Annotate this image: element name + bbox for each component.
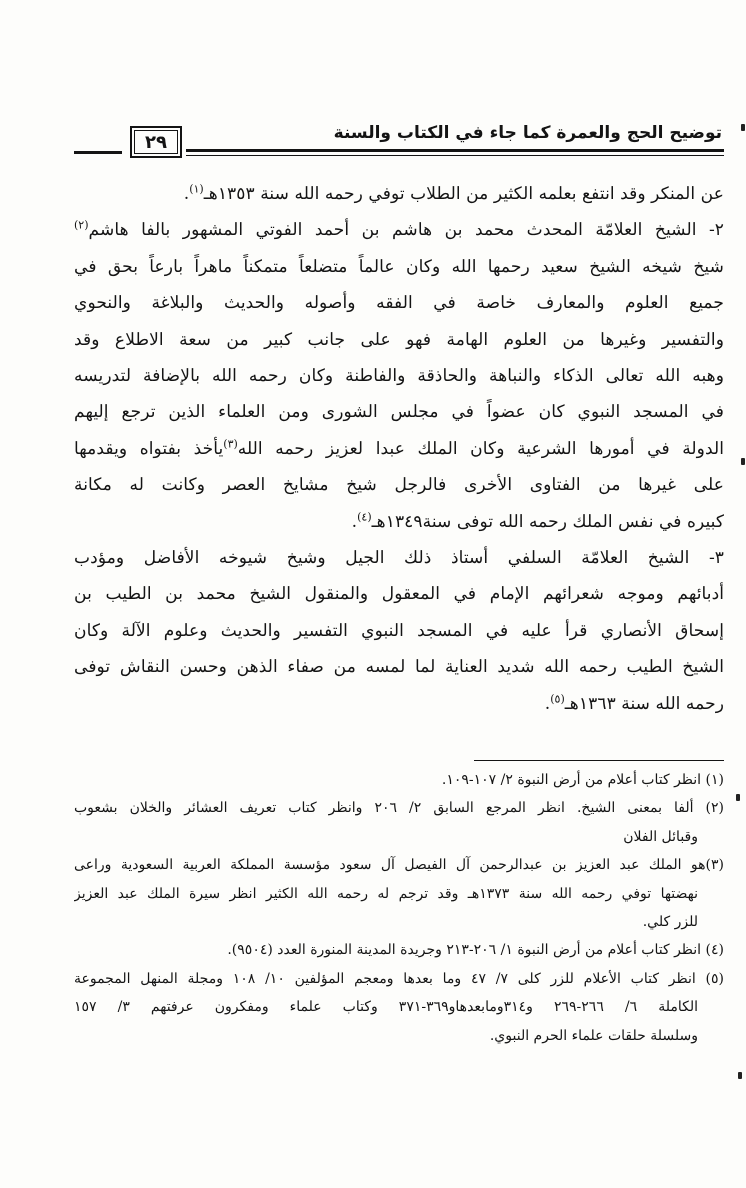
body-line-text: شيخ شيخه الشيخ سعيد رحمها الله وكان عالماً متضلعاً متمكناً ماهراً بارعاً بحق في xyxy=(74,256,724,277)
body-line-text: رحمه الله سنة ١٣٦٣هـ xyxy=(564,693,724,714)
footnote-line: للزر كلي. xyxy=(642,914,698,931)
page-number: ٢٩ xyxy=(145,131,167,153)
body-line-text: كبيره في نفس الملك رحمه الله توفى سنة١٣٤٩هـ xyxy=(371,511,724,532)
footnote-ref[interactable]: (٢) xyxy=(74,218,89,232)
header-rule xyxy=(186,149,724,152)
body-text xyxy=(74,176,724,722)
body-line xyxy=(74,540,724,576)
header-rule-thin xyxy=(186,155,724,156)
header-rule-left xyxy=(74,151,122,154)
scan-mark xyxy=(741,458,745,465)
footnote-line: (٣)هو الملك عبد العزيز بن عبدالرحمن آل الفيصل آل سعود مؤسسة المملكة العربية السعودية وراعى xyxy=(74,857,724,874)
scan-mark xyxy=(741,124,745,131)
footnote-line: نهضتها توفي رحمه الله سنة ١٣٧٣هـ وقد ترجم له رحمه الله الكثير انظر سيرة الملك عبد العزيز xyxy=(74,885,698,902)
body-line-text: وهبه الله تعالى الذكاء والنباهة والحاذقة والفاطنة وكان رحمه الله بالإضافة لتدريسه xyxy=(74,366,724,387)
body-line xyxy=(74,212,724,248)
footnote-line: وقبائل الفلان xyxy=(623,828,698,845)
footnote-line: (٢) ألفا بمعنى الشيخ. انظر المرجع السابق ٢/ ٢٠٦ وانظر كتاب تعريف العشائر والخلان بشعوب xyxy=(74,800,724,817)
scan-mark xyxy=(736,794,740,801)
scan-mark xyxy=(738,1072,742,1079)
footnote-line: وسلسلة حلقات علماء الحرم النبوي. xyxy=(489,1027,698,1044)
footnote-ref[interactable]: (١) xyxy=(189,182,204,196)
body-line xyxy=(74,576,724,612)
body-line-tail: يأخذ بفتواه ويقدمها xyxy=(74,438,224,459)
footnote-divider xyxy=(474,760,724,761)
body-line-text: جميع العلوم والمعارف خاصة في الفقه وأصوله والحديث والبلاغة والنحوي xyxy=(74,293,724,314)
body-line xyxy=(74,613,724,649)
body-line-tail: . xyxy=(544,693,551,714)
body-line xyxy=(74,649,724,685)
body-line-text: إسحاق الأنصاري قرأ عليه في المسجد النبوي التفسير والحديث وعلوم الآلة وكان xyxy=(74,620,724,641)
body-line-text: والتفسير وغيرها من العلوم الهامة فهو على جانب كبير من سعة الاطلاع وقد xyxy=(74,329,724,350)
page-number-box xyxy=(130,126,182,158)
body-line-text: عن المنكر وقد انتفع بعلمه الكثير من الطلاب توفي رحمه الله سنة ١٣٥٣هـ xyxy=(203,184,724,204)
body-line-text: الدولة في أمورها الشرعية وكان الملك عبدا لعزيز رحمه الله xyxy=(237,438,724,459)
footnote-ref[interactable]: (٤) xyxy=(357,509,372,523)
body-line xyxy=(74,394,724,430)
body-line-text: على غيرها من الفتاوى الأخرى فالرجل شيخ مشايخ العصر وكانت له مكانة xyxy=(74,475,724,496)
footnotes xyxy=(74,766,724,1050)
body-line-text: ٢- الشيخ العلامّة المحدث محمد بن هاشم بن أحمد الفوتي المشهور بالفا هاشم xyxy=(88,220,724,241)
body-line xyxy=(74,358,724,394)
footnote-line: (٥) انظر كتاب الأعلام للزر كلى ٧/ ٤٧ وما بعدها ومعجم المؤلفين ١٠/ ١٠٨ ومجلة المنهل المجموعة xyxy=(74,970,724,987)
body-line-text: ٣- الشيخ العلامّة السلفي أستاذ ذلك الجيل وشيخ شيوخه الأفاضل ومؤدب xyxy=(74,548,724,569)
body-line-text: أدبائهم وموجه شعرائهم الإمام في المعقول والمنقول الشيخ محمد بن الطيب بن xyxy=(74,584,724,605)
body-line-tail: . xyxy=(183,184,190,204)
body-line xyxy=(74,322,724,358)
running-title: توضيح الحج والعمرة كما جاء في الكتاب والسنة xyxy=(333,123,722,143)
body-line xyxy=(74,249,724,285)
body-line xyxy=(74,176,724,212)
footnote-line: (١) انظر كتاب أعلام من أرض النبوة ٢/ ١٠٧-١٠٩. xyxy=(441,772,724,788)
footnote-ref[interactable]: (٣) xyxy=(223,437,238,451)
body-line xyxy=(74,467,724,503)
body-line xyxy=(74,285,724,321)
body-line xyxy=(74,431,724,467)
footnote-line: (٤) انظر كتاب أعلام من أرض النبوة ١/ ٢٠٦-٢١٣ وجريدة المدينة المنورة العدد (٩٥٠٤). xyxy=(227,942,724,959)
body-line-text: في المسجد النبوي كان عضواً في مجلس الشورى ومن العلماء الذين ترجع إليهم xyxy=(74,402,724,423)
footnote-ref[interactable]: (٥) xyxy=(550,691,565,705)
footnote-line: الكاملة ٦/ ٢٦٦-٢٦٩ و٣١٤ومابعدهاو٣٦٩-٣٧١ وكتاب علماء ومفكرون عرفتهم ٣/ ١٥٧ xyxy=(74,999,699,1016)
body-line xyxy=(74,686,724,722)
page-header xyxy=(74,120,724,170)
body-line-text: الشيخ الطيب رحمه الله شديد العناية لما لمسه من صفاء الذهن وحسن النقاش توفى xyxy=(74,657,724,678)
body-line-tail: . xyxy=(351,511,358,532)
body-line xyxy=(74,504,724,540)
